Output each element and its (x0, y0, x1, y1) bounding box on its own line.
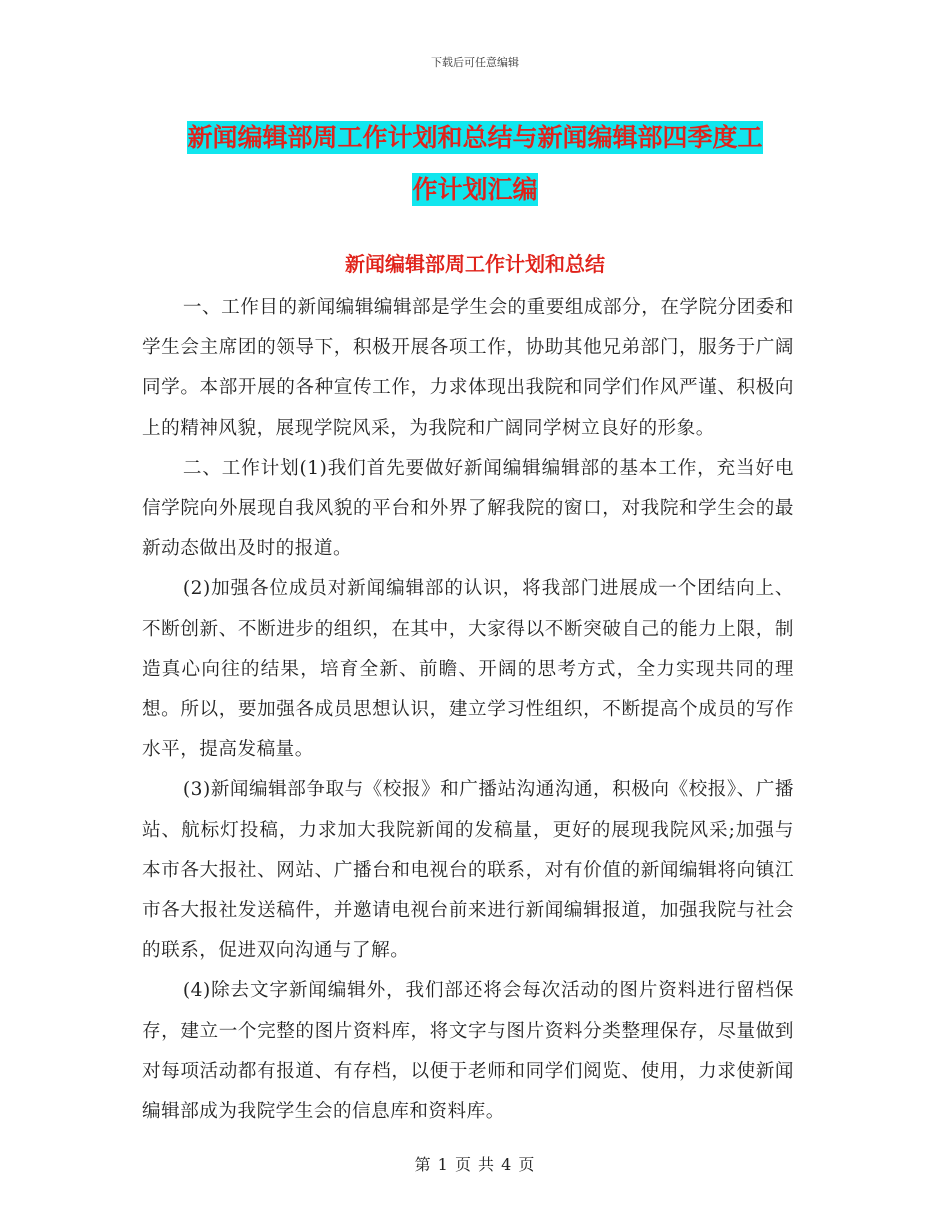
paragraph: 一、工作目的新闻编辑编辑部是学生会的重要组成部分，在学院分团委和学生会主席团的领导下，积极开展各项工作，协助其他兄弟部门，服务于广阔同学。本部开展的各种宣传工作，力求体现出我院和同学们作风严谨、积极向上的精神风貌，展现学院风采，为我院和广阔同学树立良好的形象。 (142, 297, 794, 439)
header-note: 下载后可任意编辑 (431, 56, 519, 69)
paragraph: (4)除去文字新闻编辑外，我们部还将会每次活动的图片资料进行留档保存，建立一个完整的图片资料库，将文字与图片资料分类整理保存，尽量做到对每项活动都有报道、有存档，以便于老师和同学们阅览、使用，力求使新闻编辑部成为我院学生会的信息库和资料库。 (142, 980, 794, 1123)
section-title: 新闻编辑部周工作计划和总结 (345, 252, 605, 276)
paragraph: (3)新闻编辑部争取与《校报》和广播站沟通沟通，积极向《校报》、广播站、航标灯投稿，力求加大我院新闻的发稿量，更好的展现我院风采;加强与本市各大报社、网站、广播台和电视台的联系，对有价值的新闻编辑将向镇江市各大报社发送稿件，并邀请电视台前来进行新闻编辑报道，加强我院与社会的联系，促进双向沟通与了解。 (142, 779, 794, 962)
document-body (142, 288, 794, 1132)
title-line-2: 作计划汇编 (412, 175, 538, 204)
title-line-1: 新闻编辑部周工作计划和总结与新闻编辑部四季度工 (187, 123, 763, 152)
paragraph: (2)加强各位成员对新闻编辑部的认识，将我部门进展成一个团结向上、不断创新、不断进步的组织，在其中，大家得以不断突破自己的能力上限，制造真心向往的结果，培育全新、前瞻、开阔的思考方式，全力实现共同的理想。所以，要加强各成员思想认识，建立学习性组织，不断提高个成员的写作水平，提高发稿量。 (142, 578, 794, 761)
paragraph: 二、工作计划(1)我们首先要做好新闻编辑编辑部的基本工作，充当好电信学院向外展现自我风貌的平台和外界了解我院的窗口，对我院和学生会的最新动态做出及时的报道。 (142, 457, 794, 560)
page-footer: 第 1 页 共 4 页 (414, 1155, 536, 1174)
document-title (140, 112, 810, 216)
